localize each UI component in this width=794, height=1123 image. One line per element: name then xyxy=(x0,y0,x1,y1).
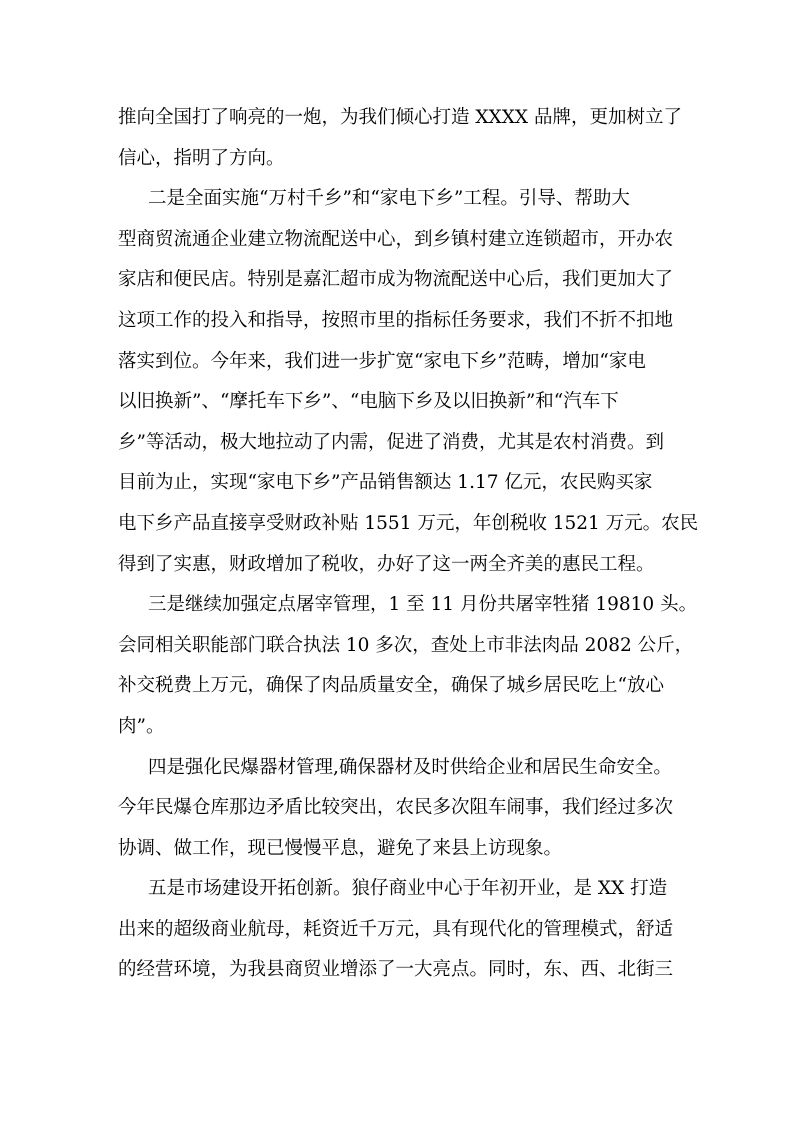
paragraph-continuation xyxy=(118,98,684,179)
text-line: 信心，指明了方向。 xyxy=(118,147,285,169)
text-line: 推向全国打了响亮的一炮，为我们倾心打造 XXXX 品牌，更加树立了 xyxy=(118,107,682,128)
paragraph-wancun-qianxiang xyxy=(118,179,699,585)
text-line: 得到了实惠，财政增加了税收，办好了这一两全齐美的惠民工程。 xyxy=(118,553,655,575)
text-line: 出来的超级商业航母，耗资近千万元，具有现代化的管理模式，舒适 xyxy=(118,918,674,940)
text-line: 补交税费上万元，确保了肉品质量安全，确保了城乡居民吃上“放心 xyxy=(118,675,664,697)
paragraph-explosives xyxy=(118,748,684,870)
text-line: 会同相关职能部门联合执法 10 多次，查处上市非法肉品 2082 公斤， xyxy=(118,634,694,656)
text-line: 协调、做工作，现已慢慢平息，避免了来县上访现象。 xyxy=(118,837,563,859)
text-line: 电下乡产品直接享受财政补贴 1551 万元，年创税收 1521 万元。农民 xyxy=(118,512,699,534)
text-line: 以旧换新”、“摩托车下乡”、“电脑下乡及以旧换新”和“汽车下 xyxy=(118,391,619,413)
document-body xyxy=(118,98,699,991)
paragraph-slaughter-management xyxy=(118,585,698,747)
text-line: 二是全面实施“万村千乡”和“家电下乡”工程。引导、帮助大 xyxy=(148,188,630,210)
paragraph-market-construction xyxy=(118,869,684,991)
text-line: 这项工作的投入和指导，按照市里的指标任务要求，我们不折不扣地 xyxy=(118,309,674,331)
text-line: 的经营环境，为我县商贸业增添了一大亮点。同时，东、西、北街三 xyxy=(118,959,674,981)
text-line: 目前为止，实现“家电下乡”产品销售额达 1.17 亿元，农民购买家 xyxy=(118,472,653,494)
text-line: 乡”等活动，极大地拉动了内需，促进了消费，尤其是农村消费。到 xyxy=(118,431,664,453)
text-line: 五是市场建设开拓创新。狼仔商业中心于年初开业，是 XX 打造 xyxy=(148,878,668,900)
text-line: 三是继续加强定点屠宰管理，1 至 11 月份共屠宰牲猪 19810 头。 xyxy=(148,594,698,616)
text-line: 落实到位。今年来，我们进一步扩宽“家电下乡”范畴，增加“家电 xyxy=(118,350,646,372)
text-line: 四是强化民爆器材管理,确保器材及时供给企业和居民生命安全。 xyxy=(148,756,672,778)
text-line: 家店和便民店。特别是嘉汇超市成为物流配送中心后，我们更加大了 xyxy=(118,269,674,291)
text-line: 今年民爆仓库那边矛盾比较突出，农民多次阻车闹事，我们经过多次 xyxy=(118,797,674,819)
text-line: 肉”。 xyxy=(118,715,165,737)
text-line: 型商贸流通企业建立物流配送中心，到乡镇村建立连锁超市，开办农 xyxy=(118,228,674,250)
